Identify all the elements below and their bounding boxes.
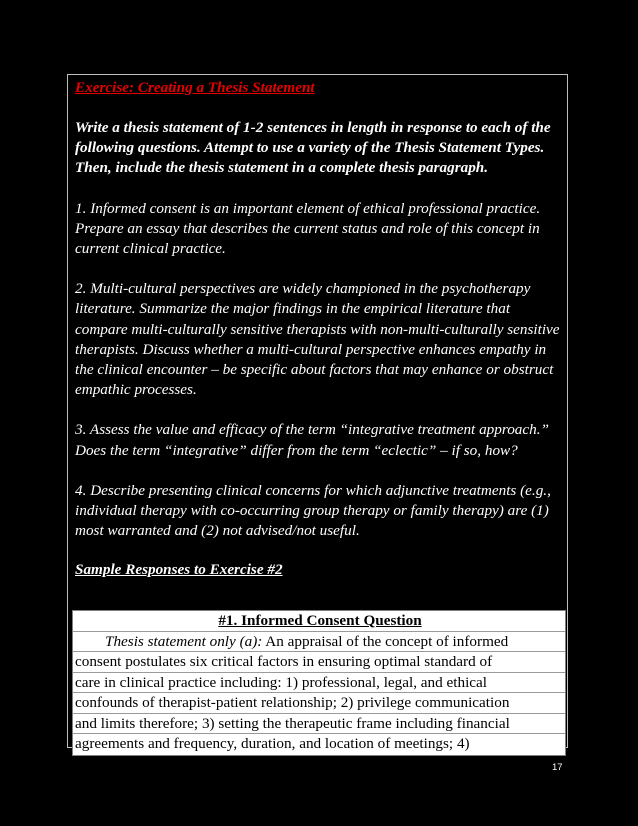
exercise-content <box>75 78 563 580</box>
table-row: agreements and frequency, duration, and location of meetings; 4) <box>75 735 470 752</box>
sample-responses-heading: Sample Responses to Exercise #2 <box>75 561 283 579</box>
exercise-title: Exercise: Creating a Thesis Statement <box>75 79 315 96</box>
question-2: 2. Multi-cultural perspectives are widely championed in the psychotherapy literature. Summarize the major findings in the empirical literature that compare multi-culturally sensitive therapists with non-multi-culturally sensitive therapists. Discuss whether a multi-cultural perspective enhances empathy in the clinical encounter – be specific about factors that may enhance or obstruct empathic processes. <box>75 280 560 399</box>
exercise-instructions: Write a thesis statement of 1-2 sentences in length in response to each of the following questions. Attempt to use a variety of the Thesis Statement Types. Then, include the thesis statement in a complete thesis paragraph. <box>75 119 551 177</box>
table-row: confounds of therapist-patient relationship; 2) privilege communication <box>73 693 565 714</box>
question-1: 1. Informed consent is an important element of ethical professional practice. Prepare an essay that describes the current status and role of this concept in current clinical practice. <box>75 199 541 258</box>
table-heading <box>73 611 565 632</box>
thesis-first-line: An appraisal of the concept of informed <box>262 632 509 650</box>
table-row: care in clinical practice including: 1) professional, legal, and ethical <box>73 673 565 694</box>
question-3: 3. Assess the value and efficacy of the term “integrative treatment approach.” Does the term “integrative” differ from the term “eclectic” – if so, how? <box>75 421 549 459</box>
table-heading-text: #1. Informed Consent Question <box>218 612 422 629</box>
table-row <box>73 632 565 653</box>
table-row: consent postulates six critical factors in ensuring optimal standard of <box>73 652 565 673</box>
question-4: 4. Describe presenting clinical concerns for which adjunctive treatments (e.g., individual therapy with co-occurring group therapy or family therapy) are (1) most warranted and (2) not advised/not useful. <box>75 481 551 540</box>
sample-response-table <box>72 610 566 756</box>
thesis-lead-label: Thesis statement only (a): <box>105 632 263 650</box>
table-row: and limits therefore; 3) setting the therapeutic frame including financial <box>73 714 565 735</box>
page-number: 17 <box>552 762 563 773</box>
